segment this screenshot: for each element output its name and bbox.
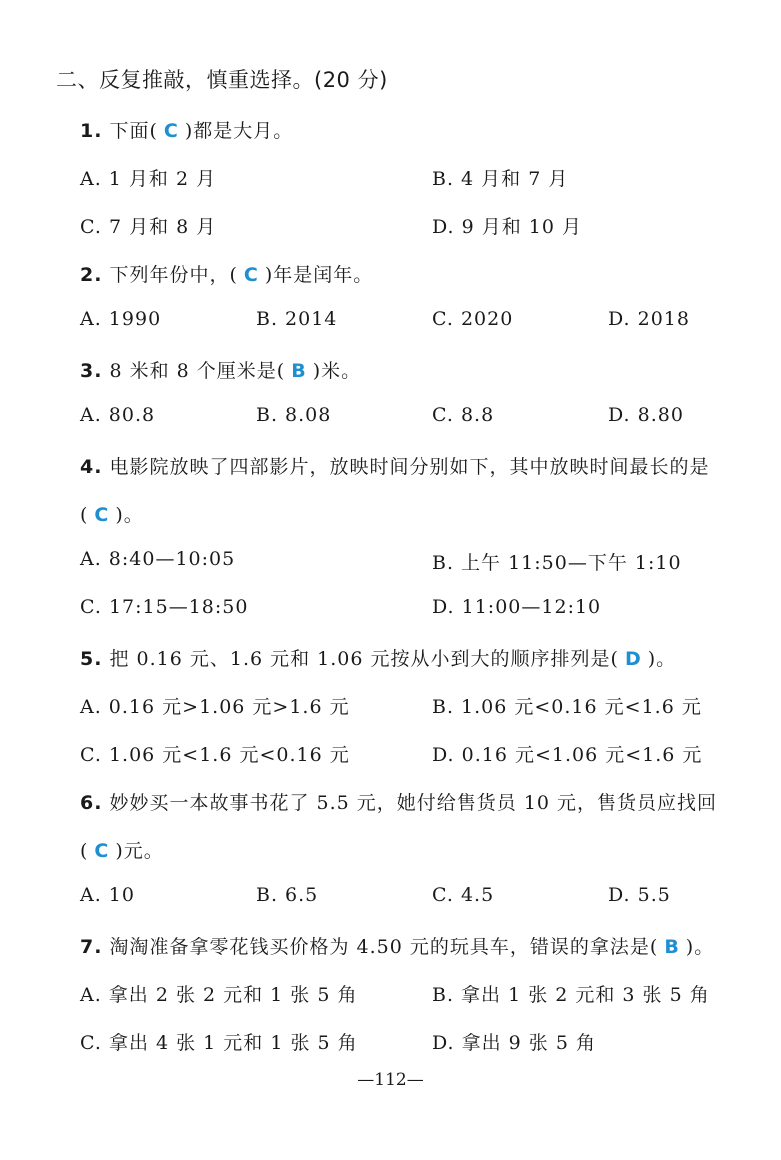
answer-2: C (243, 264, 259, 286)
q4-option-d: D. 11:00—12:10 (432, 596, 602, 618)
q4-option-a: A. 8:40—10:05 (80, 548, 236, 570)
q6-option-a: A. 10 (80, 884, 135, 906)
question-6: 6. 妙妙买一本故事书花了 5.5 元，她付给售货员 10 元，售货员应找回 (80, 792, 718, 814)
q1-option-d: D. 9 月和 10 月 (432, 216, 583, 238)
page-number: —112— (357, 1070, 424, 1090)
question-4-cont: ( C )。 (80, 504, 144, 526)
q7-option-c: C. 拿出 4 张 1 元和 1 张 5 角 (80, 1032, 358, 1054)
answer-4: C (94, 504, 110, 526)
answer-6: C (94, 840, 110, 862)
q2-option-a: A. 1990 (80, 308, 162, 330)
q1-option-b: B. 4 月和 7 月 (432, 168, 569, 190)
q3-option-a: A. 80.8 (80, 404, 156, 426)
answer-7: B (664, 936, 680, 958)
q6-option-c: C. 4.5 (432, 884, 495, 906)
q4-option-b: B. 上午 11:50—下午 1:10 (432, 552, 682, 574)
q4-option-c: C. 17:15—18:50 (80, 596, 249, 618)
question-2: 2. 下列年份中，( C )年是闰年。 (80, 264, 374, 286)
question-7: 7. 淘淘准备拿零花钱买价格为 4.50 元的玩具车，错误的拿法是( B )。 (80, 936, 715, 958)
question-3: 3. 8 米和 8 个厘米是( B )米。 (80, 360, 362, 382)
q7-option-a: A. 拿出 2 张 2 元和 1 张 5 角 (80, 984, 358, 1006)
q3-option-d: D. 8.80 (608, 404, 684, 426)
q1-option-c: C. 7 月和 8 月 (80, 216, 217, 238)
q6-option-d: D. 5.5 (608, 884, 671, 906)
q3-option-c: C. 8.8 (432, 404, 495, 426)
question-1: 1. 下面( C )都是大月。 (80, 120, 294, 142)
q2-option-c: C. 2020 (432, 308, 514, 330)
answer-3: B (291, 360, 307, 382)
answer-1: C (163, 120, 179, 142)
q2-option-d: D. 2018 (608, 308, 690, 330)
q7-option-d: D. 拿出 9 张 5 角 (432, 1032, 596, 1054)
q1-option-a: A. 1 月和 2 月 (80, 168, 217, 190)
q5-option-d: D. 0.16 元<1.06 元<1.6 元 (432, 744, 703, 766)
question-5: 5. 把 0.16 元、1.6 元和 1.06 元按从小到大的顺序排列是( D )。 (80, 648, 677, 670)
answer-5: D (624, 648, 642, 670)
q6-option-b: B. 6.5 (256, 884, 319, 906)
question-4: 4. 电影院放映了四部影片，放映时间分别如下，其中放映时间最长的是 (80, 456, 710, 478)
section-title: 二、反复推敲，慎重选择。(20 分) (56, 68, 388, 92)
q7-option-b: B. 拿出 1 张 2 元和 3 张 5 角 (432, 984, 710, 1006)
q5-option-b: B. 1.06 元<0.16 元<1.6 元 (432, 696, 702, 718)
q2-option-b: B. 2014 (256, 308, 338, 330)
q5-option-a: A. 0.16 元>1.06 元>1.6 元 (80, 696, 350, 718)
question-6-cont: ( C )元。 (80, 840, 164, 862)
q3-option-b: B. 8.08 (256, 404, 332, 426)
q5-option-c: C. 1.06 元<1.6 元<0.16 元 (80, 744, 350, 766)
